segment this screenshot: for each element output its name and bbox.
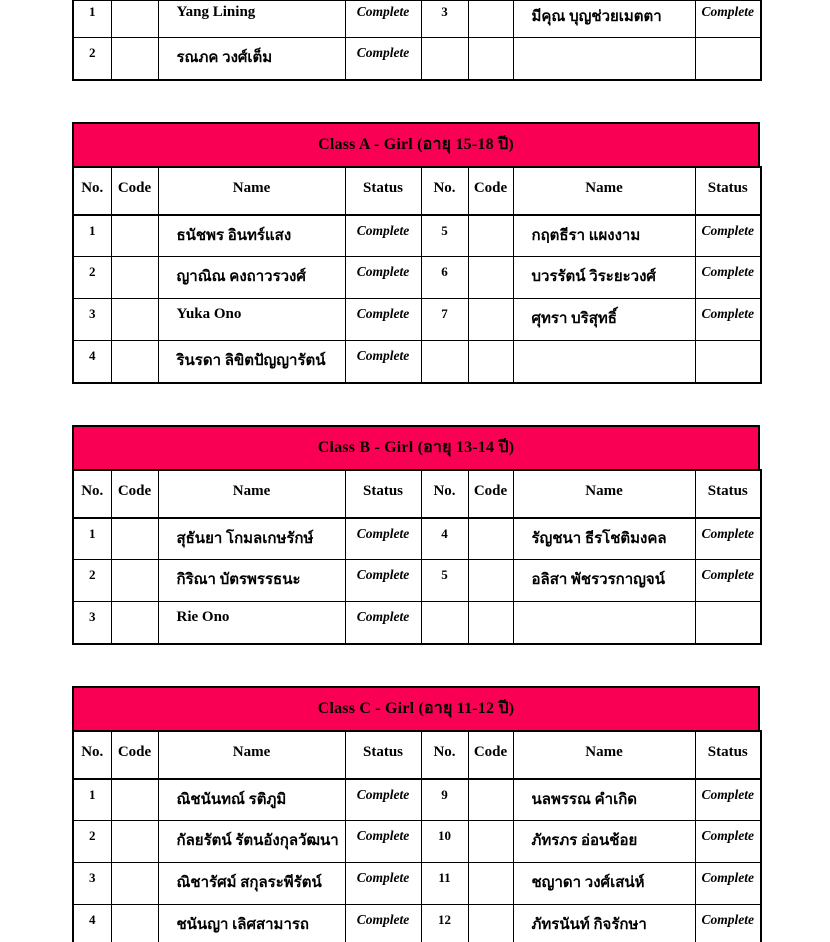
table-row [73, 518, 761, 560]
column-header-no: No. [73, 731, 111, 779]
column-header-no: No. [421, 167, 468, 215]
roster-table [72, 730, 762, 942]
no-cell: 2 [73, 821, 111, 863]
roster-table-class-a-girl [72, 122, 760, 384]
column-header-code: Code [111, 470, 158, 518]
name-cell: กิริณา บัตรพรรธนะ [158, 560, 345, 602]
status-cell: Complete [345, 518, 421, 560]
code-cell [468, 215, 513, 257]
name-cell [513, 602, 695, 644]
status-cell: Complete [345, 821, 421, 863]
column-header-code: Code [468, 167, 513, 215]
status-cell: Complete [695, 215, 761, 257]
no-cell [421, 38, 468, 80]
table-row [73, 257, 761, 299]
no-cell: 10 [421, 821, 468, 863]
roster-table [72, 166, 762, 384]
column-header-name: Name [513, 731, 695, 779]
no-cell: 12 [421, 905, 468, 942]
name-cell: ศุทรา บริสุทธิ์ [513, 299, 695, 341]
name-cell: รัญชนา ธีรโชติมงคล [513, 518, 695, 560]
code-cell [111, 779, 158, 821]
code-cell [468, 905, 513, 942]
column-header-status: Status [695, 470, 761, 518]
status-cell [695, 341, 761, 383]
header-row [73, 731, 761, 779]
status-cell: Complete [695, 560, 761, 602]
name-cell: อลิสา พัชรวรกาญจน์ [513, 560, 695, 602]
code-cell [468, 1, 513, 38]
name-cell: นลพรรณ คำเกิด [513, 779, 695, 821]
column-header-status: Status [695, 731, 761, 779]
column-header-code: Code [468, 731, 513, 779]
code-cell [468, 560, 513, 602]
code-cell [111, 518, 158, 560]
status-cell: Complete [695, 863, 761, 905]
code-cell [468, 299, 513, 341]
code-cell [468, 38, 513, 80]
class-title-band: Class C - Girl (อายุ 11-12 ปี) [72, 686, 760, 730]
roster-table [72, 0, 762, 81]
no-cell: 3 [421, 1, 468, 38]
code-cell [111, 341, 158, 383]
no-cell: 1 [73, 518, 111, 560]
no-cell: 4 [73, 341, 111, 383]
no-cell: 4 [73, 905, 111, 942]
column-header-status: Status [345, 731, 421, 779]
column-header-code: Code [468, 470, 513, 518]
column-header-name: Name [158, 167, 345, 215]
code-cell [468, 779, 513, 821]
name-cell: Rie Ono [158, 602, 345, 644]
column-header-name: Name [513, 470, 695, 518]
table-row [73, 905, 761, 942]
no-cell: 1 [73, 215, 111, 257]
status-cell [695, 602, 761, 644]
code-cell [111, 38, 158, 80]
status-cell: Complete [345, 257, 421, 299]
header-row [73, 470, 761, 518]
column-header-status: Status [695, 167, 761, 215]
column-header-status: Status [345, 470, 421, 518]
code-cell [468, 518, 513, 560]
name-cell: ธนัชพร อินทร์แสง [158, 215, 345, 257]
status-cell: Complete [695, 518, 761, 560]
column-header-code: Code [111, 167, 158, 215]
table-row [73, 821, 761, 863]
name-cell: Yuka Ono [158, 299, 345, 341]
column-header-name: Name [513, 167, 695, 215]
status-cell: Complete [695, 257, 761, 299]
column-header-no: No. [73, 167, 111, 215]
status-cell: Complete [345, 863, 421, 905]
no-cell: 4 [421, 518, 468, 560]
status-cell: Complete [695, 821, 761, 863]
name-cell: ภัทรภร อ่อนช้อย [513, 821, 695, 863]
table-row [73, 1, 761, 38]
name-cell: สุธันยา โกมลเกษรักษ์ [158, 518, 345, 560]
no-cell: 1 [73, 1, 111, 38]
code-cell [111, 299, 158, 341]
no-cell: 7 [421, 299, 468, 341]
roster-table-top-partial [72, 0, 760, 81]
no-cell: 1 [73, 779, 111, 821]
status-cell: Complete [695, 299, 761, 341]
status-cell: Complete [345, 215, 421, 257]
column-header-no: No. [421, 470, 468, 518]
name-cell: รณภค วงศ์เต็ม [158, 38, 345, 80]
code-cell [111, 257, 158, 299]
name-cell: ญาณิณ คงถาวรวงศ์ [158, 257, 345, 299]
code-cell [468, 863, 513, 905]
status-cell: Complete [345, 779, 421, 821]
header-row [73, 167, 761, 215]
code-cell [468, 602, 513, 644]
name-cell: มีคุณ บุญช่วยเมตตา [513, 1, 695, 38]
name-cell [513, 341, 695, 383]
column-header-no: No. [73, 470, 111, 518]
name-cell: Yang Lining [158, 1, 345, 38]
table-row [73, 779, 761, 821]
code-cell [111, 560, 158, 602]
no-cell: 3 [73, 863, 111, 905]
code-cell [111, 821, 158, 863]
name-cell: บวรรัตน์ วิระยะวงศ์ [513, 257, 695, 299]
name-cell: กัลยรัตน์ รัตนอังกุลวัฒนา [158, 821, 345, 863]
status-cell: Complete [345, 1, 421, 38]
no-cell: 2 [73, 38, 111, 80]
table-row [73, 215, 761, 257]
no-cell: 6 [421, 257, 468, 299]
code-cell [111, 905, 158, 942]
status-cell: Complete [695, 779, 761, 821]
no-cell: 2 [73, 560, 111, 602]
no-cell [421, 341, 468, 383]
no-cell: 11 [421, 863, 468, 905]
name-cell: ภัทรนันท์ กิจรักษา [513, 905, 695, 942]
status-cell: Complete [345, 38, 421, 80]
no-cell: 5 [421, 215, 468, 257]
no-cell [421, 602, 468, 644]
status-cell: Complete [695, 905, 761, 942]
column-header-name: Name [158, 731, 345, 779]
code-cell [468, 257, 513, 299]
roster-table-class-b-girl [72, 425, 760, 645]
name-cell [513, 38, 695, 80]
table-row [73, 602, 761, 644]
no-cell: 2 [73, 257, 111, 299]
name-cell: ณิชารัศม์ สกุลระพีรัตน์ [158, 863, 345, 905]
code-cell [468, 821, 513, 863]
column-header-no: No. [421, 731, 468, 779]
table-row [73, 560, 761, 602]
status-cell: Complete [345, 602, 421, 644]
name-cell: ณิชนันทณ์ รติภูมิ [158, 779, 345, 821]
name-cell: ชนันญา เลิศสามารถ [158, 905, 345, 942]
table-row [73, 863, 761, 905]
code-cell [111, 215, 158, 257]
no-cell: 5 [421, 560, 468, 602]
no-cell: 3 [73, 602, 111, 644]
status-cell: Complete [695, 1, 761, 38]
roster-table [72, 469, 762, 645]
code-cell [111, 1, 158, 38]
roster-table-class-c-girl [72, 686, 760, 942]
column-header-name: Name [158, 470, 345, 518]
status-cell: Complete [345, 560, 421, 602]
name-cell: กฤตธีรา แผงงาม [513, 215, 695, 257]
name-cell: รินรดา ลิขิตปัญญารัตน์ [158, 341, 345, 383]
class-title-band: Class B - Girl (อายุ 13-14 ปี) [72, 425, 760, 469]
no-cell: 3 [73, 299, 111, 341]
no-cell: 9 [421, 779, 468, 821]
table-row [73, 38, 761, 80]
status-cell [695, 38, 761, 80]
code-cell [468, 341, 513, 383]
code-cell [111, 602, 158, 644]
table-row [73, 299, 761, 341]
class-title-band: Class A - Girl (อายุ 15-18 ปี) [72, 122, 760, 166]
column-header-status: Status [345, 167, 421, 215]
name-cell: ชญาดา วงศ์เสน่ห์ [513, 863, 695, 905]
status-cell: Complete [345, 299, 421, 341]
column-header-code: Code [111, 731, 158, 779]
status-cell: Complete [345, 905, 421, 942]
table-row [73, 341, 761, 383]
code-cell [111, 863, 158, 905]
status-cell: Complete [345, 341, 421, 383]
